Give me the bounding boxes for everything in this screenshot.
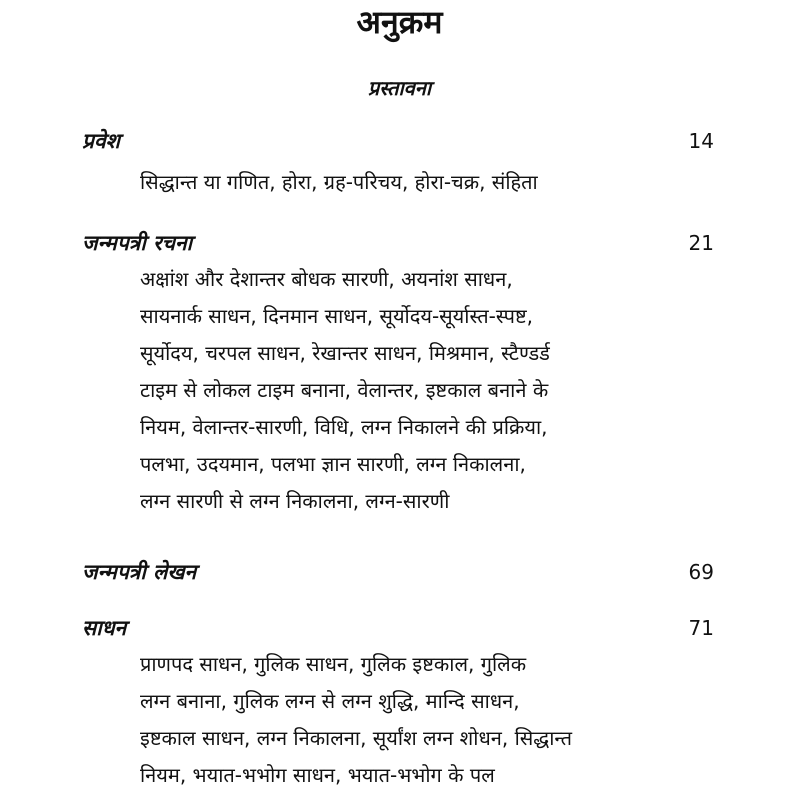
- section-line: पलभा, उदयमान, पलभा ज्ञान सारणी, लग्न निकालना,: [140, 452, 526, 476]
- section-heading-janmapatri-rachna: जन्मपत्री रचना: [82, 231, 193, 255]
- section-line: इष्टकाल साधन, लग्न निकालना, सूर्यांश लग्न शोधन, सिद्धान्त: [140, 726, 572, 750]
- section-page-janmapatri-lekhan: 69: [688, 560, 714, 584]
- section-line: लग्न सारणी से लग्न निकालना, लग्न-सारणी: [140, 489, 450, 513]
- page-title: अनुक्रम: [356, 3, 443, 41]
- section-heading-janmapatri-lekhan: जन्मपत्री लेखन: [82, 560, 197, 584]
- section-line: टाइम से लोकल टाइम बनाना, वेलान्तर, इष्टकाल बनाने के: [140, 378, 549, 402]
- section-line: अक्षांश और देशान्तर बोधक सारणी, अयनांश साधन,: [140, 267, 513, 291]
- section-page-janmapatri-rachna: 21: [688, 231, 714, 255]
- section-line: सायनार्क साधन, दिनमान साधन, सूर्योदय-सूर्यास्त-स्पष्ट,: [140, 304, 534, 328]
- section-line: नियम, वेलान्तर-सारणी, विधि, लग्न निकालने की प्रक्रिया,: [140, 415, 548, 439]
- section-line: नियम, भयात-भभोग साधन, भयात-भभोग के पल: [140, 763, 495, 787]
- preface-subtitle: प्रस्तावना: [367, 76, 432, 100]
- section-heading-pravesh: प्रवेश: [82, 129, 120, 153]
- section-page-sadhan: 71: [688, 616, 714, 640]
- section-line: सूर्योदय, चरपल साधन, रेखान्तर साधन, मिश्रमान, स्टैण्डर्ड: [140, 341, 550, 365]
- section-line: सिद्धान्त या गणित, होरा, ग्रह-परिचय, होरा-चक्र, संहिता: [140, 170, 538, 194]
- section-heading-sadhan: साधन: [82, 616, 127, 640]
- section-line: प्राणपद साधन, गुलिक साधन, गुलिक इष्टकाल, गुलिक: [140, 652, 527, 676]
- section-line: लग्न बनाना, गुलिक लग्न से लग्न शुद्धि, मान्दि साधन,: [140, 689, 520, 713]
- section-page-pravesh: 14: [688, 129, 714, 153]
